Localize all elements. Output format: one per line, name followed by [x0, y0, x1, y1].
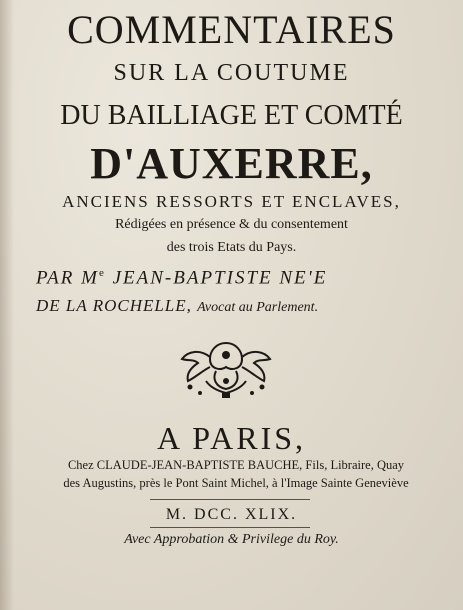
title-commentaires: COMMENTAIRES — [67, 7, 396, 52]
author-line — [36, 267, 327, 289]
author-name: JEAN-BAPTISTE NE'E — [112, 267, 328, 289]
author-line-2 — [36, 296, 318, 316]
author-par: PAR M — [36, 267, 99, 289]
imprint-year: M. DCC. XLIX. — [165, 506, 298, 523]
imprint-printer-line1: Chez CLAUDE-JEAN-BAPTISTE BAUCHE, Fils, Libraire, Quay — [67, 458, 405, 472]
fleuron-ornament-icon — [176, 337, 276, 399]
imprint-privilege: Avec Approbation & Privilege du Roy. — [124, 532, 339, 547]
author-role: Avocat au Parlement. — [197, 300, 319, 315]
subtitle-ressorts: ANCIENS RESSORTS ET ENCLAVES, — [62, 192, 401, 211]
divider-rule-bottom — [150, 527, 310, 528]
author-sup: e — [98, 267, 106, 279]
title-sur-la-coutume: SUR LA COUTUME — [113, 60, 350, 86]
author-surname: DE LA ROCHELLE, — [36, 296, 192, 315]
subtitle-etats: des trois Etats du Pays. — [166, 240, 297, 255]
title-auxerre: D'AUXERRE, — [90, 139, 373, 188]
divider-rule-top — [150, 499, 310, 500]
imprint-printer-line2: des Augustins, près le Pont Saint Michel, à l'Image Sainte Geneviève — [63, 476, 409, 490]
imprint-city: A PARIS, — [156, 420, 307, 456]
subtitle-redigees: Rédigées en présence & du consentement — [115, 217, 348, 232]
title-bailliage: DU BAILLIAGE ET COMTÉ — [60, 100, 403, 131]
